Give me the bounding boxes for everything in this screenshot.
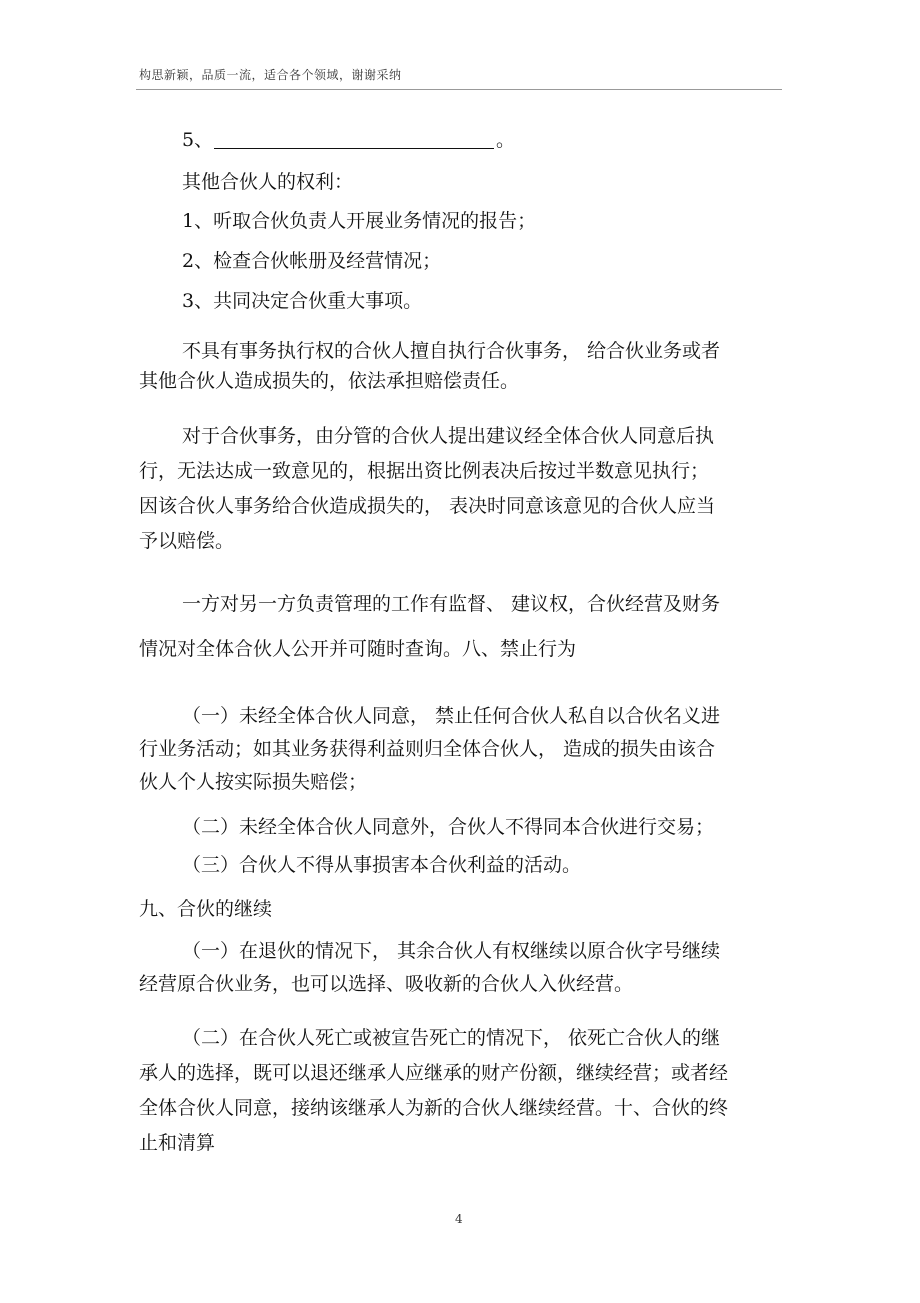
header-text: 构思新颖，品质一流，适合各个领域，谢谢采纳	[139, 68, 402, 82]
other-partners-rights-heading: 其他合伙人的权利：	[182, 171, 354, 193]
paragraph-line: 承人的选择，既可以退还继承人应继承的财产份额，继续经营；或者经	[139, 1062, 729, 1084]
prohibition-1: （一）未经全体合伙人同意， 禁止任何合伙人私自以合伙名义进	[182, 705, 721, 727]
right-1: 1、听取合伙负责人开展业务情况的报告；	[182, 210, 537, 232]
continuation-2: （二）在合伙人死亡或被宣告死亡的情况下， 依死亡合伙人的继	[182, 1027, 721, 1049]
paragraph-line: 一方对另一方负责管理的工作有监督、 建议权，合伙经营及财务	[182, 593, 721, 615]
continuation-1: （一）在退伙的情况下， 其余合伙人有权继续以原合伙字号继续	[182, 940, 721, 962]
header-divider	[136, 89, 782, 90]
item-5-number: 5、	[182, 129, 214, 151]
page-number: 4	[455, 1212, 463, 1226]
item-5-blank-line	[214, 148, 494, 149]
paragraph-line: 情况对全体合伙人公开并可随时查询。八、禁止行为	[139, 638, 577, 660]
paragraph-line: 行，无法达成一致意见的，根据出资比例表决后按过半数意见执行；	[139, 460, 710, 482]
paragraph-line: 全体合伙人同意，接纳该继承人为新的合伙人继续经营。十、合伙的终	[139, 1097, 729, 1119]
prohibition-2: （二）未经全体合伙人同意外，合伙人不得同本合伙进行交易；	[182, 816, 715, 838]
paragraph-line: 其他合伙人造成损失的，依法承担赔偿责任。	[139, 370, 520, 392]
right-3: 3、共同决定合伙重大事项。	[182, 290, 423, 312]
paragraph-line: 对于合伙事务，由分管的合伙人提出建议经全体合伙人同意后执	[182, 425, 715, 447]
paragraph-line: 因该合伙人事务给合伙造成损失的， 表决时同意该意见的合伙人应当	[139, 495, 716, 517]
section-9-heading: 九、合伙的继续	[139, 898, 273, 920]
prohibition-3: （三）合伙人不得从事损害本合伙利益的活动。	[182, 854, 582, 876]
paragraph-line: 经营原合伙业务，也可以选择、吸收新的合伙人入伙经营。	[139, 973, 634, 995]
right-2: 2、检查合伙帐册及经营情况；	[182, 250, 442, 272]
paragraph-line: 止和清算	[139, 1132, 216, 1154]
paragraph-line: 予以赔偿。	[139, 530, 235, 552]
paragraph-line: 不具有事务执行权的合伙人擅自执行合伙事务， 给合伙业务或者	[182, 340, 721, 362]
item-5-end: 。	[496, 129, 516, 151]
paragraph-line: 行业务活动；如其业务获得利益则归全体合伙人， 造成的损失由该合	[139, 738, 716, 760]
paragraph-line: 伙人个人按实际损失赔偿；	[139, 771, 368, 793]
